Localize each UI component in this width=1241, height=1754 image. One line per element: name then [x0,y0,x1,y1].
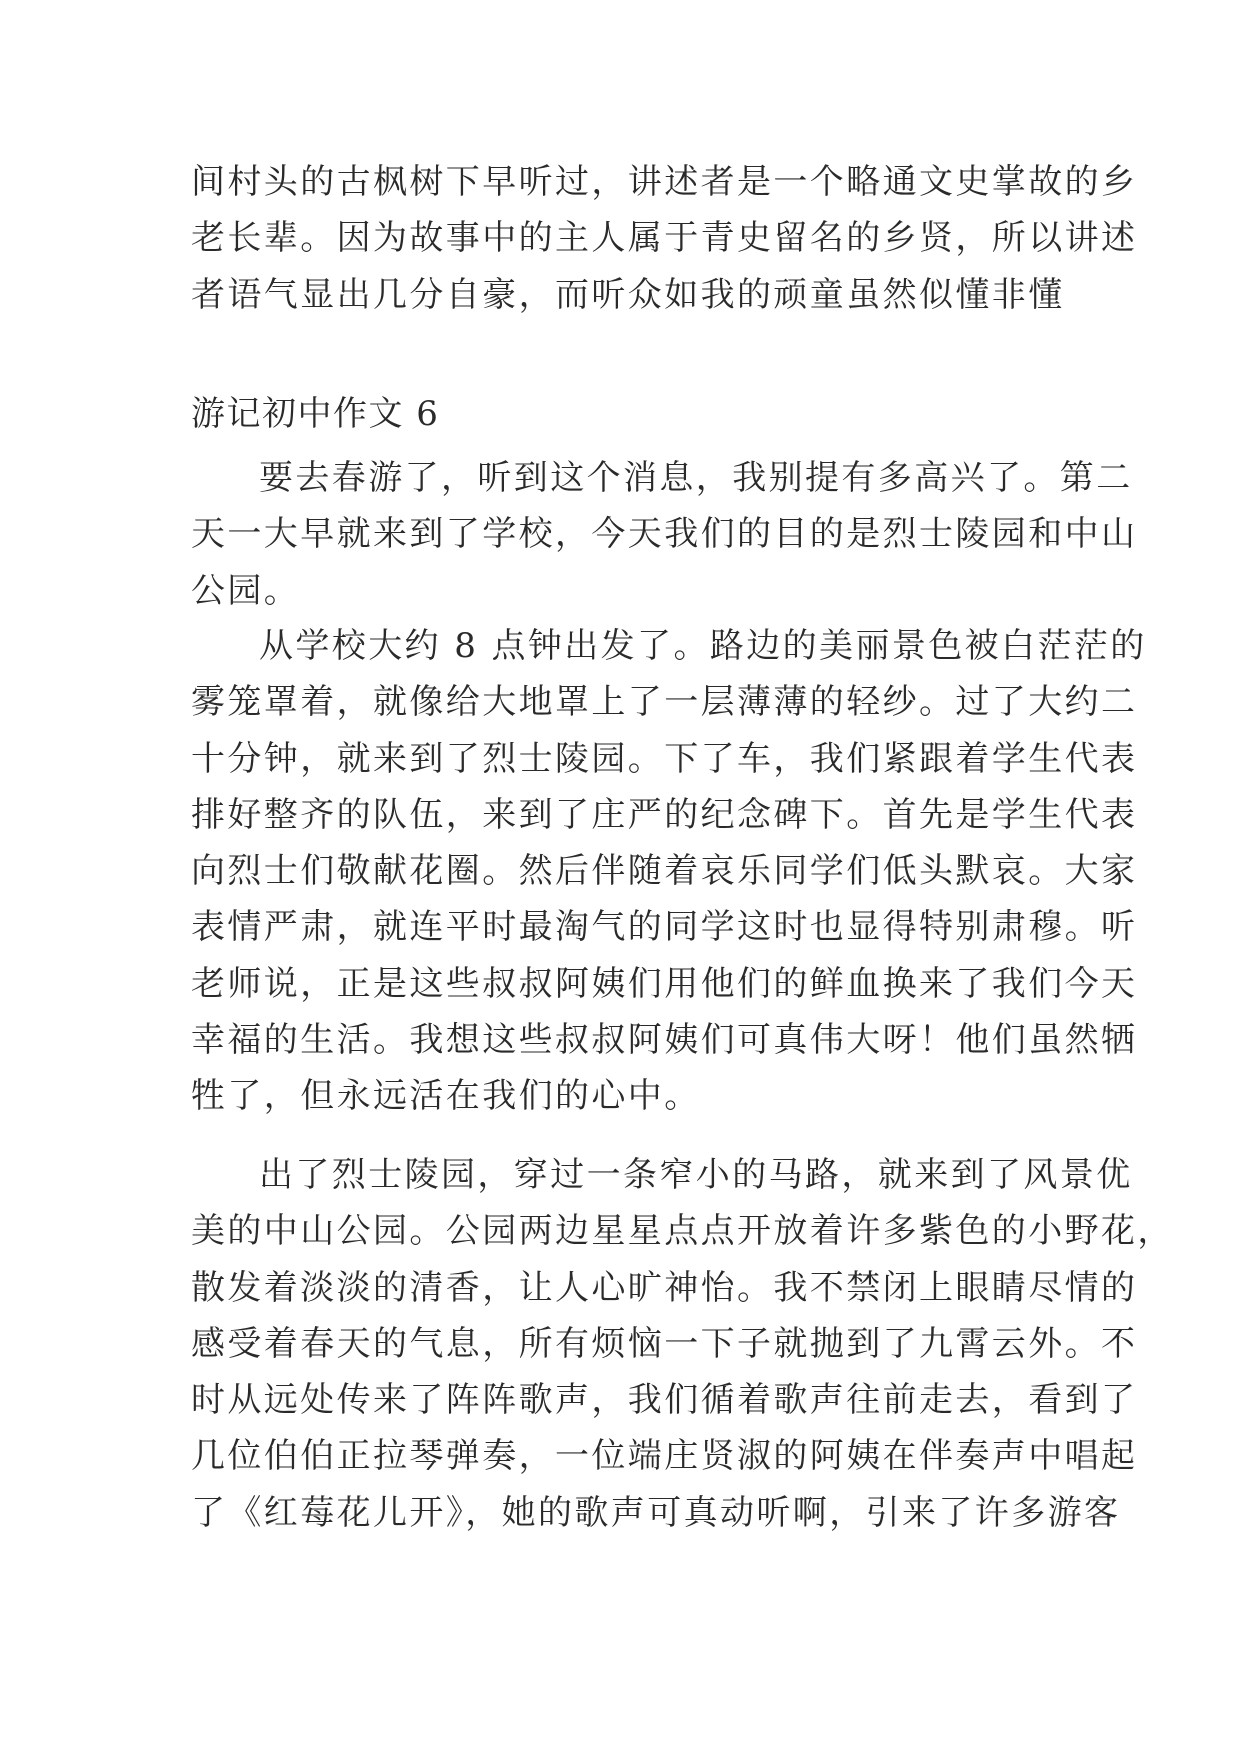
text-line: 幸福的生活。我想这些叔叔阿姨们可真伟大呀！他们虽然牺 [191,1020,1138,1061]
paragraph-3 [191,1147,1174,1541]
section-title: 游记初中作文 6 [191,394,440,434]
text-line: 美的中山公园。公园两边星星点点开放着许多紫色的小野花， [191,1211,1174,1252]
text-line: 散发着淡淡的清香，让人心旷神怡。我不禁闭上眼睛尽情的 [191,1267,1138,1308]
text-line: 者语气显出几分自豪，而听众如我的顽童虽然似懂非懂 [191,274,1065,315]
text-line: 雾笼罩着，就像给大地罩上了一层薄薄的轻纱。过了大约二 [191,682,1138,723]
text-line: 要去春游了，听到这个消息，我别提有多高兴了。第二 [259,458,1133,498]
text-line: 老师说，正是这些叔叔阿姨们用他们的鲜血换来了我们今天 [191,963,1138,1004]
text-line: 出了烈士陵园，穿过一条窄小的马路，就来到了风景优 [259,1155,1133,1195]
text-line: 牲了，但永远活在我们的心中。 [191,1076,701,1117]
text-line: 感受着春天的气息，所有烦恼一下子就抛到了九霄云外。不 [191,1323,1138,1364]
text-line: 十分钟，就来到了烈士陵园。下了车，我们紧跟着学生代表 [191,738,1138,779]
paragraph-2 [191,618,1147,1125]
text-line: 公园。 [191,570,301,611]
continuation-paragraph [191,154,1138,323]
text-line: 向烈士们敬献花圈。然后伴随着哀乐同学们低头默哀。大家 [191,851,1138,892]
text-line: 从学校大约 8 点钟出发了。路边的美丽景色被白茫茫的 [259,626,1147,666]
text-line: 表情严肃，就连平时最淘气的同学这时也显得特别肃穆。听 [191,907,1138,948]
text-line: 时从远处传来了阵阵歌声，我们循着歌声往前走去，看到了 [191,1380,1138,1421]
text-line: 了《红莓花儿开》，她的歌声可真动听啊，引来了许多游客 [191,1492,1121,1533]
text-line: 老长辈。因为故事中的主人属于青史留名的乡贤，所以讲述 [191,218,1138,259]
paragraph-1 [191,450,1138,619]
text-line: 天一大早就来到了学校，今天我们的目的是烈士陵园和中山 [191,514,1138,555]
text-line: 几位伯伯正拉琴弹奏，一位端庄贤淑的阿姨在伴奏声中唱起 [191,1436,1138,1477]
text-line: 排好整齐的队伍，来到了庄严的纪念碑下。首先是学生代表 [191,794,1138,835]
text-line: 间村头的古枫树下早听过，讲述者是一个略通文史掌故的乡 [191,162,1138,202]
